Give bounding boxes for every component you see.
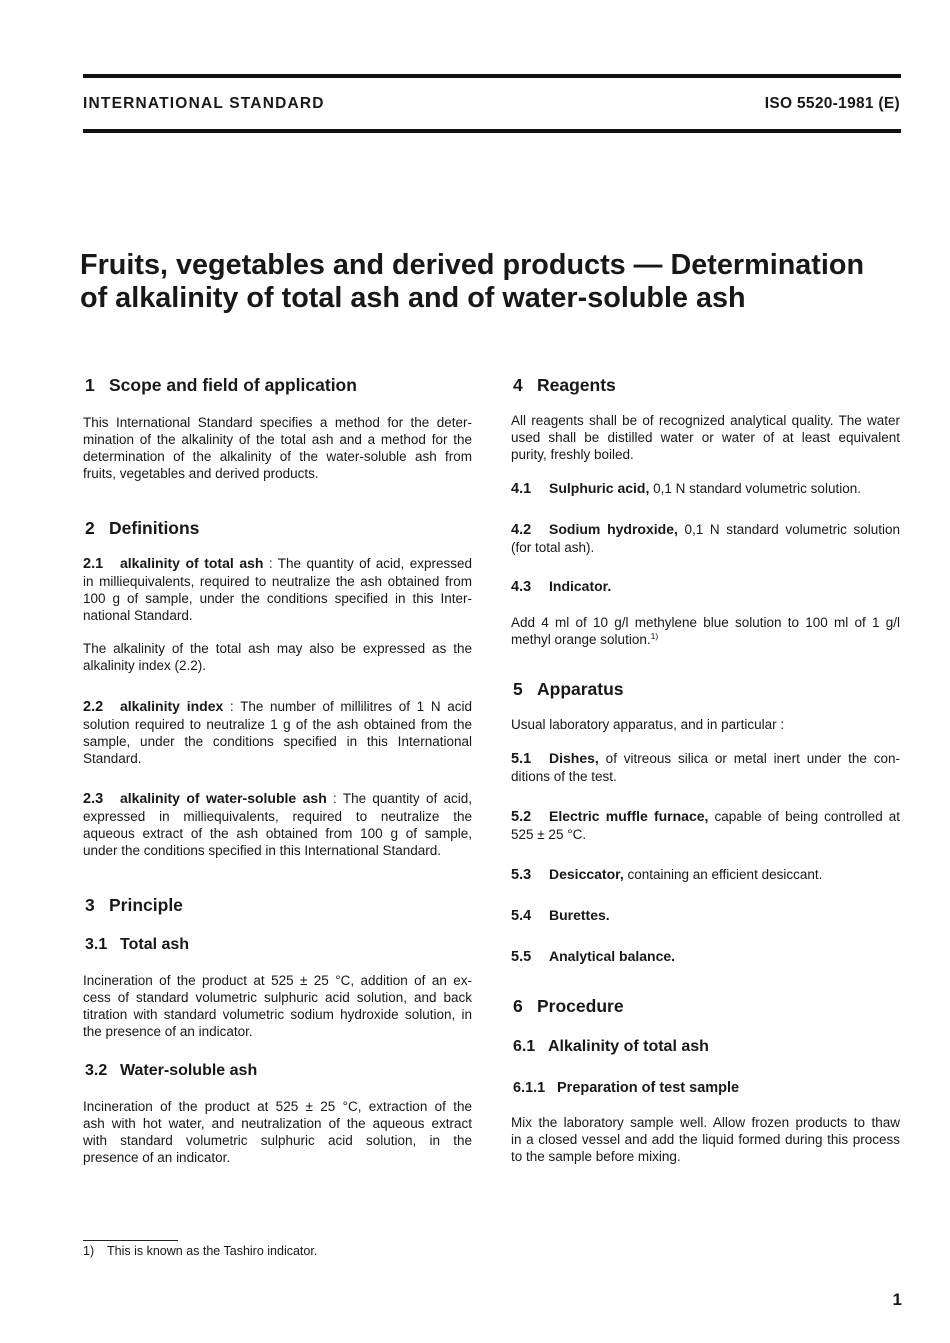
paragraph-line [511,631,900,648]
apparatus-intro [511,716,900,733]
preparation-paragraph [511,1114,900,1165]
section-heading-text: Definitions [109,518,200,538]
paragraph-line: mination of the alkalinity of the total ash and a method for the [83,432,472,447]
reagents-paragraph [511,412,900,463]
section-heading-text: Reagents [537,375,616,395]
section-number: 5 [513,679,523,699]
apparatus-5-3 [511,866,900,884]
paragraph-line: presence of an indicator. [83,1150,231,1165]
subsection-heading-water-soluble-ash [83,1062,472,1080]
paragraph-line: 100 g of sample, under the conditions specified in this Inter- [83,591,472,606]
paragraph-line: Incineration of the product at 525 ± 25 °C, addition of an ex- [83,973,472,988]
item-term: Indicator. [549,578,612,594]
paragraph-line: to the sample before mixing. [511,1149,681,1164]
header-bottom-rule [83,129,901,133]
paragraph-line [511,521,900,539]
paragraph-line: determination of the alkalinity of the water-soluble ash from [83,449,472,464]
clause-number: 4.2 [511,522,532,538]
scope-paragraph [83,414,472,482]
paragraph-line [511,750,900,768]
clause-number: 4.3 [511,579,532,595]
paragraph-line: fruits, vegetables and derived products. [83,466,319,481]
paragraph-line: with standard volumetric sulphuric acid solution, in the [83,1133,472,1148]
item-term: Sodium hydroxide, [549,521,678,537]
reagent-4-1 [511,480,900,498]
section-number: 4 [513,375,523,395]
footnote [83,1244,317,1258]
paragraph-line: used shall be distilled water or water of at least equivalent [511,430,900,445]
section-heading-text: Procedure [537,996,624,1016]
document-type-label: INTERNATIONAL STANDARD [83,95,325,112]
definition-text: : The quantity of acid, expressed [263,556,472,571]
indicator-paragraph [511,614,900,648]
title-line: of alkalinity of total ash and of water-soluble ash [80,282,746,314]
paragraph-line [83,555,472,573]
paragraph-line: solution required to neutralize 1 g of the ash obtained from the [83,717,472,732]
definition-2-2 [83,698,472,767]
apparatus-5-1 [511,750,900,785]
clause-number: 5.5 [511,949,532,965]
defined-term: alkalinity of water-soluble ash [120,790,327,806]
definition-text: : The number of millilitres of 1 N acid [223,699,472,714]
paragraph-line: The alkalinity of the total ash may also be expressed as the [83,641,472,656]
paragraph-line: Add 4 ml of 10 g/l methylene blue solution to 100 ml of 1 g/l [511,615,900,630]
paragraph-line: ditions of the test. [511,769,617,784]
apparatus-5-4 [511,907,900,925]
total-ash-paragraph [83,972,472,1040]
item-text: 0,1 N standard volumetric solution. [649,481,861,496]
section-heading-reagents [511,375,900,395]
clause-number: 5.3 [511,867,532,883]
section-heading-text: Apparatus [537,679,624,699]
paragraph-line: in milliequivalents, required to neutralize the ash obtained from [83,574,472,589]
paragraph-line: ash with hot water, and neutralization of the aqueous extract [83,1116,472,1131]
subsection-heading-text: Alkalinity of total ash [548,1038,709,1055]
paragraph-line: aqueous extract of the ash obtained from 100 g of sample, [83,826,472,841]
footnote-rule [83,1240,178,1241]
item-text: of vitreous silica or metal inert under the con- [598,751,900,766]
paragraph-line: Standard. [83,751,142,766]
section-number: 6 [513,996,523,1016]
subsection-heading-total-ash [83,936,472,954]
paragraph-line: This International Standard specifies a method for the deter- [83,415,472,430]
defined-term: alkalinity of total ash [120,555,264,571]
definition-text: : The quantity of acid, [326,791,472,806]
subsection-heading-text: Total ash [120,936,190,953]
clause-number: 2.1 [83,556,104,572]
standard-reference: ISO 5520-1981 (E) [764,95,900,112]
footnote-reference: 1) [650,631,659,641]
subsubsection-number: 6.1.1 [513,1080,546,1096]
clause-number: 4.1 [511,481,532,497]
section-heading-text: Scope and field of application [109,375,357,395]
paragraph-line: alkalinity index (2.2). [83,658,207,673]
clause-number: 2.3 [83,791,104,807]
reagent-4-2 [511,521,900,556]
paragraph-line [511,948,900,966]
section-heading-principle [83,895,472,915]
subsection-number: 3.1 [85,936,108,953]
section-number: 2 [85,518,95,538]
paragraph-line [83,698,472,716]
clause-number: 2.2 [83,699,104,715]
paragraph-text: methyl orange solution. [511,632,651,647]
subsection-heading-alkalinity-total-ash [511,1038,900,1056]
apparatus-5-2 [511,808,900,843]
item-term: Electric muffle furnace, [549,808,709,824]
page-number: 1 [892,1290,902,1309]
subsubsection-heading-preparation [511,1080,900,1097]
paragraph-line [511,480,900,498]
clause-number: 5.2 [511,809,532,825]
paragraph-line: national Standard. [83,608,193,623]
item-text: capable of being controlled at [708,809,901,824]
section-heading-definitions [83,518,472,538]
paragraph-line: Usual laboratory apparatus, and in particular : [511,717,785,732]
clause-number: 5.4 [511,908,532,924]
paragraph-line [83,790,472,808]
header-top-rule [83,74,901,78]
item-text: containing an efficient desiccant. [623,867,823,882]
subsection-number: 3.2 [85,1062,108,1079]
apparatus-5-5 [511,948,900,966]
title-line: Fruits, vegetables and derived products — Determination [80,249,865,281]
item-text: 0,1 N standard volumetric solution [677,522,900,537]
paragraph-line: titration with standard volumetric sodium hydroxide solution, in [83,1007,472,1022]
item-term: Analytical balance. [549,948,676,964]
subsubsection-heading-text: Preparation of test sample [557,1080,740,1096]
definition-note [83,640,472,674]
paragraph-line: in a closed vessel and add the liquid formed during this process [511,1132,900,1147]
item-term: Desiccator, [549,866,624,882]
reagent-4-3 [511,578,900,596]
defined-term: alkalinity index [120,698,224,714]
paragraph-line: All reagents shall be of recognized analytical quality. The water [511,413,900,428]
paragraph-line [511,866,900,884]
water-soluble-ash-paragraph [83,1098,472,1166]
paragraph-line: Mix the laboratory sample well. Allow frozen products to thaw [511,1115,900,1130]
clause-number: 5.1 [511,751,532,767]
subsection-heading-text: Water-soluble ash [120,1062,258,1079]
section-heading-apparatus [511,679,900,699]
item-term: Dishes, [549,750,599,766]
paragraph-line: expressed in milliequivalents, required to neutralize the [83,809,472,824]
footnote-mark: 1) [83,1244,95,1258]
section-heading-text: Principle [109,895,183,915]
section-heading-scope [83,375,472,395]
section-number: 3 [85,895,95,915]
paragraph-line: Incineration of the product at 525 ± 25 °C, extraction of the [83,1099,472,1114]
document-title [80,249,864,315]
subsection-number: 6.1 [513,1038,536,1055]
paragraph-line [511,578,900,596]
paragraph-line: cess of standard volumetric sulphuric acid solution, and back [83,990,472,1005]
section-number: 1 [85,375,95,395]
section-heading-procedure [511,996,900,1016]
definition-2-3 [83,790,472,859]
paragraph-line: sample, under the conditions specified in this International [83,734,472,749]
footnote-text: This is known as the Tashiro indicator. [107,1244,318,1258]
paragraph-line: under the conditions specified in this International Standard. [83,843,441,858]
paragraph-line: 525 ± 25 °C. [511,827,587,842]
definition-2-1 [83,555,472,624]
item-term: Burettes. [549,907,610,923]
paragraph-line: purity, freshly boiled. [511,447,634,462]
paragraph-line [511,808,900,826]
paragraph-line [511,907,900,925]
paragraph-line: (for total ash). [511,540,595,555]
item-term: Sulphuric acid, [549,480,650,496]
paragraph-line: the presence of an indicator. [83,1024,253,1039]
